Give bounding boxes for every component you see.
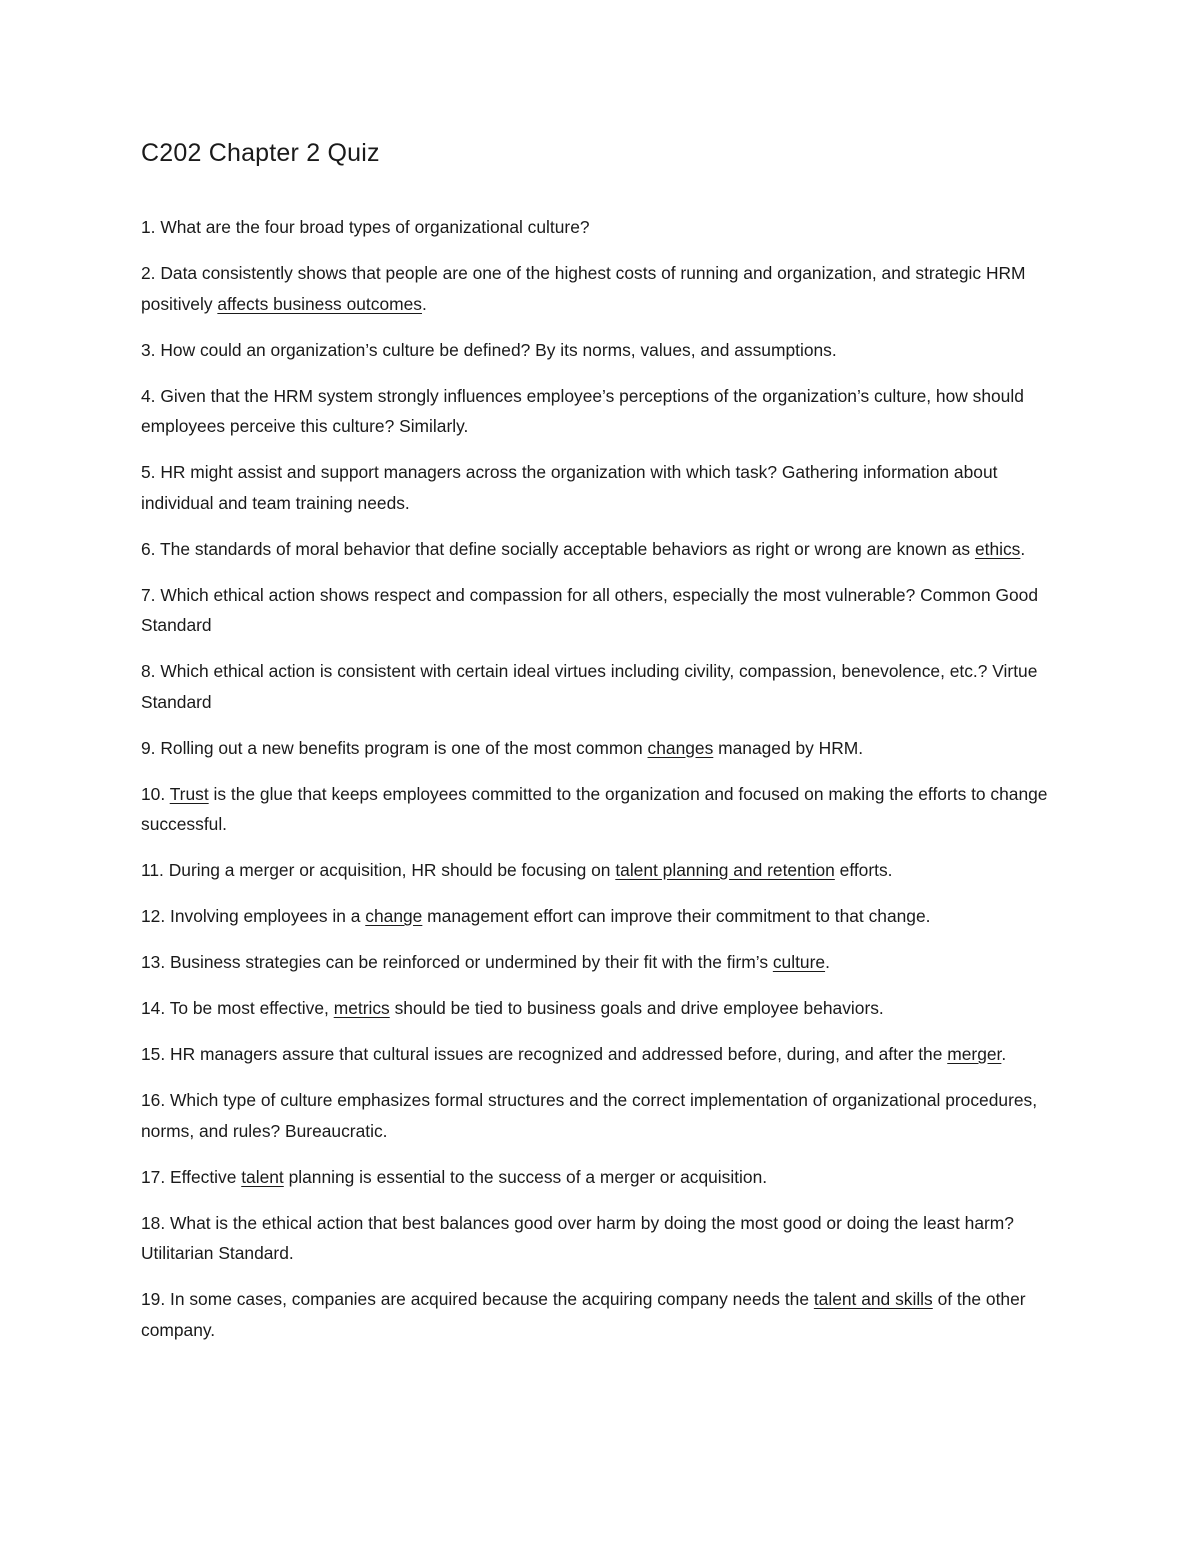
question-item: [141, 779, 1071, 840]
question-text: .: [825, 952, 830, 972]
question-text: 9. Rolling out a new benefits program is one of the most common: [141, 737, 648, 758]
question-text: 8. Which ethical action is consistent with certain ideal virtues including civility, compassion, benevolence, etc.? Virtue Standard: [141, 661, 1038, 712]
question-item: [141, 381, 1071, 442]
question-text: of the other company.: [141, 1289, 1026, 1340]
question-item: [141, 1284, 1071, 1345]
question-text: efforts.: [834, 860, 893, 880]
question-text: 18. What is the ethical action that best balances good over harm by doing the most good or doing the least harm? Utilitarian Standard.: [141, 1212, 1014, 1263]
question-item: [141, 1162, 1071, 1193]
question-text: 2. Data consistently shows that people are one of the highest costs of running and organization, and strategic HRM positively: [141, 263, 1026, 314]
underlined-answer: ethics: [974, 538, 1021, 559]
underlined-answer: talent: [241, 1166, 284, 1187]
question-list: [141, 212, 1071, 1361]
underlined-answer: Trust: [169, 783, 209, 804]
question-text: 12. Involving employees in a: [141, 906, 366, 926]
underlined-answer: culture: [772, 952, 826, 972]
question-item: [141, 212, 1071, 243]
question-text: 3. How could an organization’s culture be defined? By its norms, values, and assumptions.: [141, 339, 837, 360]
underlined-answer: changes: [647, 737, 714, 758]
question-item: [141, 1039, 1071, 1070]
question-item: [141, 335, 1071, 366]
question-text: 11. During a merger or acquisition, HR should be focusing on: [141, 860, 616, 880]
question-text: 6. The standards of moral behavior that define socially acceptable behaviors as right or wrong are known as: [141, 538, 975, 559]
question-item: [141, 534, 1071, 565]
underlined-answer: merger: [947, 1044, 1002, 1064]
question-text: 17. Effective: [141, 1166, 242, 1187]
underlined-answer: talent and skills: [813, 1289, 933, 1309]
question-item: [141, 855, 1071, 886]
question-item: [141, 733, 1071, 764]
underlined-answer: affects business outcomes: [217, 293, 422, 314]
underlined-answer: talent planning and retention: [615, 860, 835, 880]
underlined-answer: change: [365, 906, 423, 926]
question-item: [141, 947, 1071, 978]
question-text: is the glue that keeps employees committed to the organization and focused on making the efforts to change successful.: [141, 783, 1048, 834]
question-text: .: [421, 293, 427, 314]
question-item: [141, 258, 1071, 319]
underlined-answer: metrics: [333, 998, 390, 1018]
question-item: [141, 993, 1071, 1024]
question-text: 4. Given that the HRM system strongly influences employee’s perceptions of the organization’s culture, how should employees perceive this culture? Similarly.: [141, 385, 1024, 436]
question-text: managed by HRM.: [713, 737, 864, 758]
question-text: management effort can improve their commitment to that change.: [422, 906, 931, 926]
question-text: 7. Which ethical action shows respect and compassion for all others, especially the most vulnerable? Common Good Standard: [141, 584, 1039, 635]
question-text: should be tied to business goals and drive employee behaviors.: [389, 998, 884, 1018]
question-text: 13. Business strategies can be reinforced or undermined by their fit with the firm’s: [141, 952, 773, 972]
question-text: 19. In some cases, companies are acquired because the acquiring company needs the: [141, 1289, 814, 1309]
question-item: [141, 1085, 1071, 1146]
question-text: 16. Which type of culture emphasizes formal structures and the correct implementation of organizational procedures, norms, and rules? Bureaucratic.: [141, 1090, 1038, 1141]
page-title: C202 Chapter 2 Quiz: [141, 139, 380, 167]
question-text: 14. To be most effective,: [141, 998, 334, 1018]
question-item: [141, 457, 1071, 518]
question-text: 1. What are the four broad types of organizational culture?: [141, 217, 590, 237]
question-text: 5. HR might assist and support managers across the organization with which task? Gathering information about individual and team training needs.: [141, 462, 998, 513]
question-text: .: [1001, 1044, 1007, 1064]
question-text: .: [1020, 538, 1026, 559]
question-item: [141, 656, 1071, 717]
question-item: [141, 580, 1071, 641]
question-text: 10.: [141, 783, 170, 804]
question-text: 15. HR managers assure that cultural issues are recognized and addressed before, during, and after the: [141, 1044, 948, 1064]
question-text: planning is essential to the success of a merger or acquisition.: [283, 1166, 768, 1187]
question-item: [141, 901, 1071, 932]
question-item: [141, 1208, 1071, 1269]
